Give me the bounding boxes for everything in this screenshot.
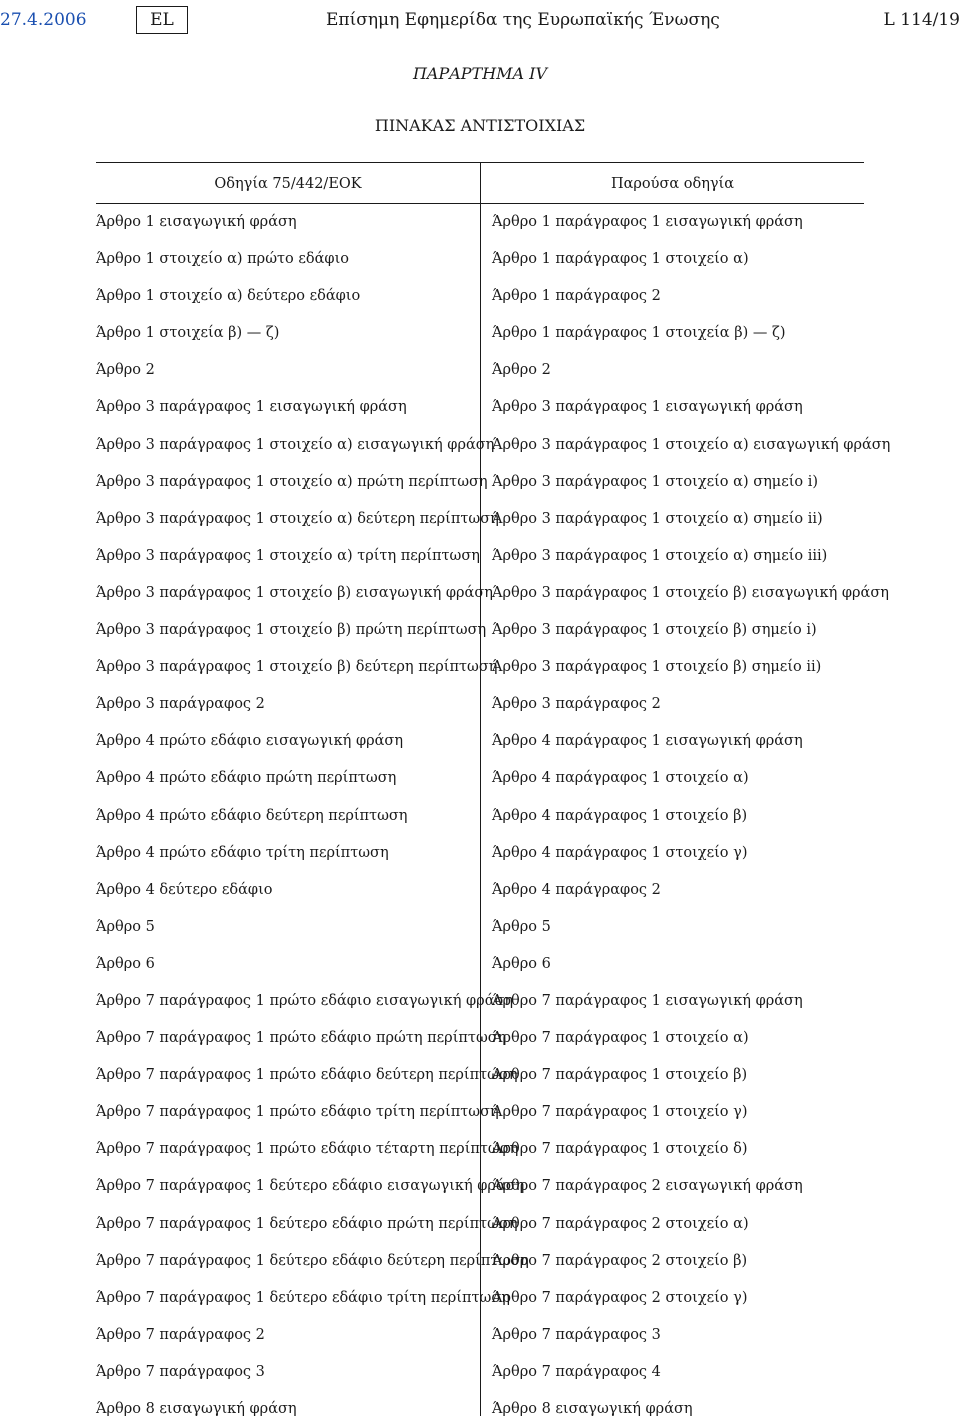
cell-old-directive: Άρθρο 3 παράγραφος 1 στοιχείο β) πρώτη περίπτωση — [96, 622, 486, 638]
cell-present-directive: Άρθρο 1 παράγραφος 2 — [492, 288, 661, 304]
column-header-present-directive: Παρούσα οδηγία — [481, 176, 864, 192]
cell-old-directive: Άρθρο 4 δεύτερο εδάφιο — [96, 882, 272, 898]
table-row — [96, 760, 864, 797]
table-row — [96, 278, 864, 315]
cell-old-directive: Άρθρο 3 παράγραφος 1 στοιχείο α) δεύτερη περίπτωση — [96, 511, 499, 527]
table-row — [96, 872, 864, 909]
table-row — [96, 241, 864, 278]
language-badge: EL — [136, 6, 188, 34]
cell-present-directive: Άρθρο 8 εισαγωγική φράση — [492, 1401, 693, 1417]
cell-old-directive: Άρθρο 7 παράγραφος 1 πρώτο εδάφιο δεύτερη περίπτωση — [96, 1067, 518, 1083]
table-row — [96, 1057, 864, 1094]
cell-old-directive: Άρθρο 3 παράγραφος 1 εισαγωγική φράση — [96, 399, 407, 415]
cell-present-directive: Άρθρο 3 παράγραφος 1 στοιχείο β) σημείο ii) — [492, 659, 821, 675]
cell-present-directive: Άρθρο 3 παράγραφος 1 στοιχείο α) σημείο ii) — [492, 511, 823, 527]
column-header-old-directive: Οδηγία 75/442/ΕΟΚ — [96, 176, 480, 192]
cell-old-directive: Άρθρο 7 παράγραφος 1 πρώτο εδάφιο πρώτη περίπτωση — [96, 1030, 506, 1046]
table-row — [96, 723, 864, 760]
cell-present-directive: Άρθρο 4 παράγραφος 1 στοιχείο β) — [492, 808, 747, 824]
cell-present-directive: Άρθρο 7 παράγραφος 2 στοιχείο α) — [492, 1216, 749, 1232]
cell-old-directive: Άρθρο 7 παράγραφος 1 δεύτερο εδάφιο τρίτη περίπτωση — [96, 1290, 510, 1306]
cell-present-directive: Άρθρο 2 — [492, 362, 551, 378]
cell-old-directive: Άρθρο 4 πρώτο εδάφιο πρώτη περίπτωση — [96, 770, 396, 786]
table-row — [96, 1020, 864, 1057]
cell-old-directive: Άρθρο 1 στοιχείο α) πρώτο εδάφιο — [96, 251, 349, 267]
cell-present-directive: Άρθρο 7 παράγραφος 1 στοιχείο β) — [492, 1067, 747, 1083]
cell-present-directive: Άρθρο 7 παράγραφος 1 εισαγωγική φράση — [492, 993, 803, 1009]
table-row — [96, 1243, 864, 1280]
cell-present-directive: Άρθρο 4 παράγραφος 1 εισαγωγική φράση — [492, 733, 803, 749]
cell-present-directive: Άρθρο 7 παράγραφος 2 στοιχείο β) — [492, 1253, 747, 1269]
cell-present-directive: Άρθρο 4 παράγραφος 2 — [492, 882, 661, 898]
page-reference: L 114/19 — [884, 10, 960, 30]
cell-old-directive: Άρθρο 4 πρώτο εδάφιο δεύτερη περίπτωση — [96, 808, 408, 824]
table-row — [96, 315, 864, 352]
table-row — [96, 835, 864, 872]
cell-old-directive: Άρθρο 4 πρώτο εδάφιο εισαγωγική φράση — [96, 733, 403, 749]
table-row — [96, 1391, 864, 1428]
table-row — [96, 352, 864, 389]
table-row — [96, 464, 864, 501]
table-row — [96, 612, 864, 649]
cell-old-directive: Άρθρο 2 — [96, 362, 155, 378]
cell-old-directive: Άρθρο 1 εισαγωγική φράση — [96, 214, 297, 230]
cell-old-directive: Άρθρο 5 — [96, 919, 155, 935]
table-row — [96, 1131, 864, 1168]
table-row — [96, 1317, 864, 1354]
cell-old-directive: Άρθρο 1 στοιχεία β) — ζ) — [96, 325, 279, 341]
cell-present-directive: Άρθρο 3 παράγραφος 1 στοιχείο β) εισαγωγική φράση — [492, 585, 889, 601]
table-row — [96, 1206, 864, 1243]
cell-old-directive: Άρθρο 3 παράγραφος 1 στοιχείο β) δεύτερη περίπτωση — [96, 659, 497, 675]
cell-present-directive: Άρθρο 3 παράγραφος 1 στοιχείο α) σημείο i) — [492, 474, 818, 490]
cell-old-directive: Άρθρο 3 παράγραφος 1 στοιχείο α) πρώτη περίπτωση — [96, 474, 488, 490]
page-header — [0, 6, 960, 38]
table-row — [96, 501, 864, 538]
table-row — [96, 389, 864, 426]
cell-old-directive: Άρθρο 8 εισαγωγική φράση — [96, 1401, 297, 1417]
cell-old-directive: Άρθρο 7 παράγραφος 3 — [96, 1364, 265, 1380]
cell-old-directive: Άρθρο 3 παράγραφος 1 στοιχείο α) εισαγωγική φράση — [96, 437, 494, 453]
cell-present-directive: Άρθρο 1 παράγραφος 1 εισαγωγική φράση — [492, 214, 803, 230]
table-row — [96, 649, 864, 686]
table-row — [96, 1280, 864, 1317]
cell-old-directive: Άρθρο 7 παράγραφος 1 δεύτερο εδάφιο δεύτερη περίπτωση — [96, 1253, 529, 1269]
cell-present-directive: Άρθρο 3 παράγραφος 1 στοιχείο β) σημείο i) — [492, 622, 817, 638]
table-body — [96, 204, 864, 1428]
correlation-table — [96, 162, 864, 1428]
table-header-row — [96, 162, 864, 204]
cell-present-directive: Άρθρο 7 παράγραφος 3 — [492, 1327, 661, 1343]
cell-present-directive: Άρθρο 1 παράγραφος 1 στοιχείο α) — [492, 251, 749, 267]
cell-old-directive: Άρθρο 7 παράγραφος 1 πρώτο εδάφιο τρίτη περίπτωση — [96, 1104, 499, 1120]
cell-old-directive: Άρθρο 3 παράγραφος 1 στοιχείο α) τρίτη περίπτωση — [96, 548, 480, 564]
table-row — [96, 1354, 864, 1391]
table-row — [96, 1168, 864, 1205]
cell-present-directive: Άρθρο 7 παράγραφος 1 στοιχείο δ) — [492, 1141, 748, 1157]
table-row — [96, 686, 864, 723]
cell-old-directive: Άρθρο 7 παράγραφος 1 πρώτο εδάφιο τέταρτη περίπτωση — [96, 1141, 518, 1157]
cell-present-directive: Άρθρο 1 παράγραφος 1 στοιχεία β) — ζ) — [492, 325, 785, 341]
table-row — [96, 1094, 864, 1131]
cell-old-directive: Άρθρο 3 παράγραφος 1 στοιχείο β) εισαγωγική φράση — [96, 585, 493, 601]
table-row — [96, 798, 864, 835]
cell-old-directive: Άρθρο 7 παράγραφος 1 δεύτερο εδάφιο πρώτη περίπτωση — [96, 1216, 518, 1232]
table-row — [96, 204, 864, 241]
journal-title: Επίσημη Εφημερίδα της Ευρωπαϊκής Ένωσης — [326, 10, 720, 30]
cell-present-directive: Άρθρο 3 παράγραφος 2 — [492, 696, 661, 712]
cell-present-directive: Άρθρο 6 — [492, 956, 551, 972]
cell-present-directive: Άρθρο 7 παράγραφος 2 στοιχείο γ) — [492, 1290, 747, 1306]
cell-old-directive: Άρθρο 7 παράγραφος 1 πρώτο εδάφιο εισαγωγική φράση — [96, 993, 513, 1009]
cell-present-directive: Άρθρο 7 παράγραφος 2 εισαγωγική φράση — [492, 1178, 803, 1194]
cell-present-directive: Άρθρο 4 παράγραφος 1 στοιχείο α) — [492, 770, 749, 786]
cell-present-directive: Άρθρο 7 παράγραφος 1 στοιχείο α) — [492, 1030, 749, 1046]
cell-present-directive: Άρθρο 3 παράγραφος 1 εισαγωγική φράση — [492, 399, 803, 415]
cell-present-directive: Άρθρο 7 παράγραφος 1 στοιχείο γ) — [492, 1104, 747, 1120]
cell-present-directive: Άρθρο 5 — [492, 919, 551, 935]
cell-old-directive: Άρθρο 6 — [96, 956, 155, 972]
table-row — [96, 983, 864, 1020]
cell-old-directive: Άρθρο 7 παράγραφος 2 — [96, 1327, 265, 1343]
publication-date: 27.4.2006 — [0, 10, 87, 30]
cell-present-directive: Άρθρο 7 παράγραφος 4 — [492, 1364, 661, 1380]
cell-old-directive: Άρθρο 1 στοιχείο α) δεύτερο εδάφιο — [96, 288, 360, 304]
table-title: ΠΙΝΑΚΑΣ ΑΝΤΙΣΤΟΙΧΙΑΣ — [0, 116, 960, 135]
cell-old-directive: Άρθρο 3 παράγραφος 2 — [96, 696, 265, 712]
annex-title: ΠΑΡΑΡΤΗΜΑ IV — [0, 64, 960, 83]
cell-present-directive: Άρθρο 4 παράγραφος 1 στοιχείο γ) — [492, 845, 747, 861]
table-row — [96, 909, 864, 946]
cell-old-directive: Άρθρο 7 παράγραφος 1 δεύτερο εδάφιο εισαγωγική φράση — [96, 1178, 524, 1194]
table-row — [96, 575, 864, 612]
table-row — [96, 946, 864, 983]
cell-old-directive: Άρθρο 4 πρώτο εδάφιο τρίτη περίπτωση — [96, 845, 389, 861]
table-row — [96, 538, 864, 575]
cell-present-directive: Άρθρο 3 παράγραφος 1 στοιχείο α) εισαγωγική φράση — [492, 437, 890, 453]
table-row — [96, 427, 864, 464]
cell-present-directive: Άρθρο 3 παράγραφος 1 στοιχείο α) σημείο iii) — [492, 548, 827, 564]
